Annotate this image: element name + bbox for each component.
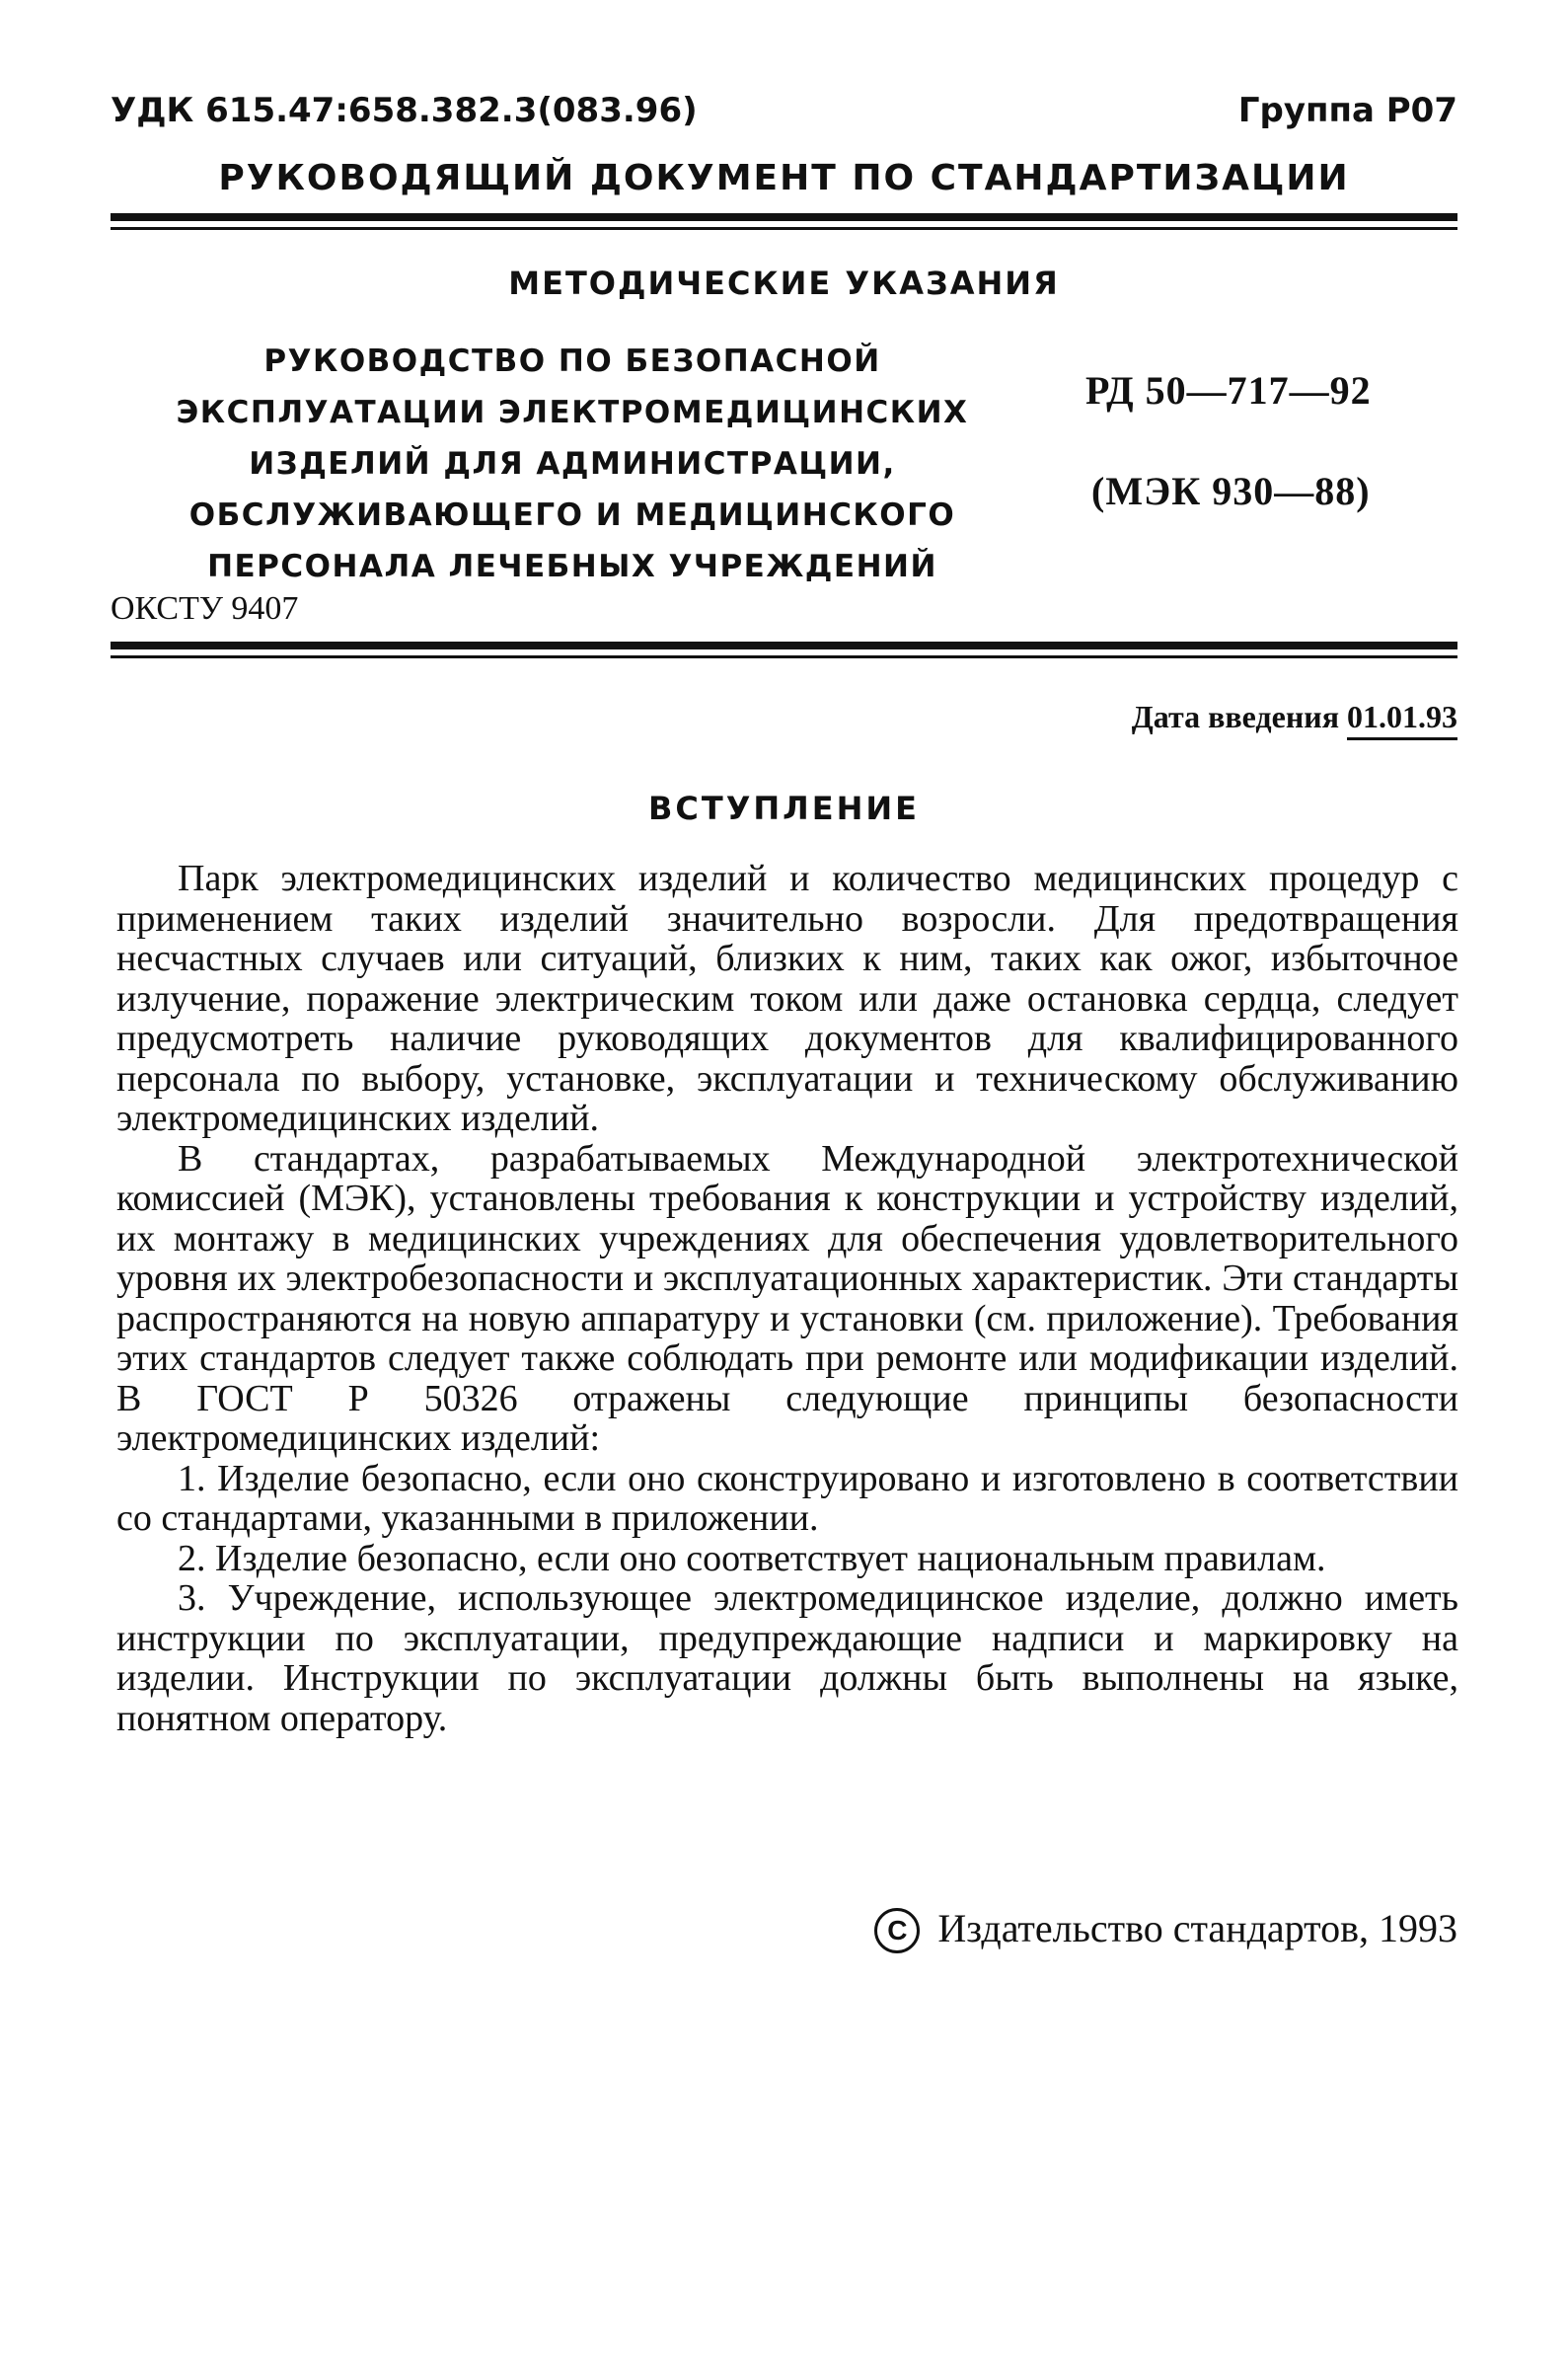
body-text — [116, 859, 1458, 1738]
method-heading: МЕТОДИЧЕСКИЕ УКАЗАНИЯ — [508, 265, 1060, 302]
copyright-icon: С — [874, 1908, 920, 1953]
list-item: 2. Изделие безопасно, если оно соответствует национальным правилам. — [178, 1537, 1326, 1579]
header-rule-thick — [111, 213, 1457, 221]
section-title: ВСТУПЛЕНИЕ — [647, 790, 920, 827]
mek-number: (МЭК 930—88) — [1091, 469, 1371, 513]
copyright-text: Издательство стандартов, 1993 — [937, 1906, 1457, 1950]
okstu-code: ОКСТУ 9407 — [111, 590, 299, 627]
list-item: 1. Изделие безопасно, если оно сконструировано и изготовлено в соответствии со стандартами, указанными в приложении. — [116, 1457, 1458, 1539]
title-line: ОБСЛУЖИВАЮЩЕГО И МЕДИЦИНСКОГО — [188, 497, 956, 533]
group-code: Группа Р07 — [1237, 91, 1457, 130]
copyright — [874, 1905, 1457, 1953]
date-value: 01.01.93 — [1347, 699, 1457, 740]
paragraph: Парк электромедицинских изделий и количество медицинских процедур с применением таких изделий значительно возросли. Для предотвращения несчастных случаев или ситуаций, близких к ним, таких как ожог, избыточное излучение, поражение электрическим током или даже остановка сердца, следует предусмотреть наличие руководящих документов для квалифицированного персонала по выбору, установке, эксплуатации и техническому обслуживанию электромедицинских изделий. — [116, 858, 1458, 1139]
title-line: ИЗДЕЛИЙ ДЛЯ АДМИНИСТРАЦИИ, — [249, 446, 896, 482]
date-label: Дата введения — [1131, 699, 1339, 734]
title-line: РУКОВОДСТВО ПО БЕЗОПАСНОЙ — [263, 343, 881, 379]
okstu-rule-thin — [111, 655, 1457, 658]
introduction-date — [1132, 699, 1457, 740]
document-title — [128, 336, 1016, 592]
okstu-rule-thick — [111, 642, 1457, 649]
document-type: РУКОВОДЯЩИЙ ДОКУМЕНТ ПО СТАНДАРТИЗАЦИИ — [218, 158, 1350, 198]
udk-code: УДК 615.47:658.382.3(083.96) — [111, 91, 698, 130]
paragraph: В стандартах, разрабатываемых Международной электротехнической комиссией (МЭК), установлены требования к конструкции и устройству изделий, их монтажу в медицинских учреждениях для обеспечения удовлетворительного уровня их электробезопасности и эксплуатационных характеристик. Эти стандарты распространяются на новую аппаратуру и установки (см. приложение). Требования этих стандартов следует также соблюдать при ремонте или модификации изделий. В ГОСТ Р 50326 отражены следующие принципы безопасности электромедицинских изделий: — [116, 1137, 1458, 1459]
title-line: ПЕРСОНАЛА ЛЕЧЕБНЫХ УЧРЕЖДЕНИЙ — [207, 549, 937, 584]
header-rule-thin — [111, 227, 1457, 230]
list-item: 3. Учреждение, использующее электромедицинское изделие, должно иметь инструкции по эксплуатации, предупреждающие надписи и маркировку на изделии. Инструкции по эксплуатации должны быть выполнены на языке, понятном оператору. — [116, 1577, 1458, 1739]
rd-number: РД 50—717—92 — [1085, 368, 1372, 413]
title-line: ЭКСПЛУАТАЦИИ ЭЛЕКТРОМЕДИЦИНСКИХ — [176, 395, 969, 430]
